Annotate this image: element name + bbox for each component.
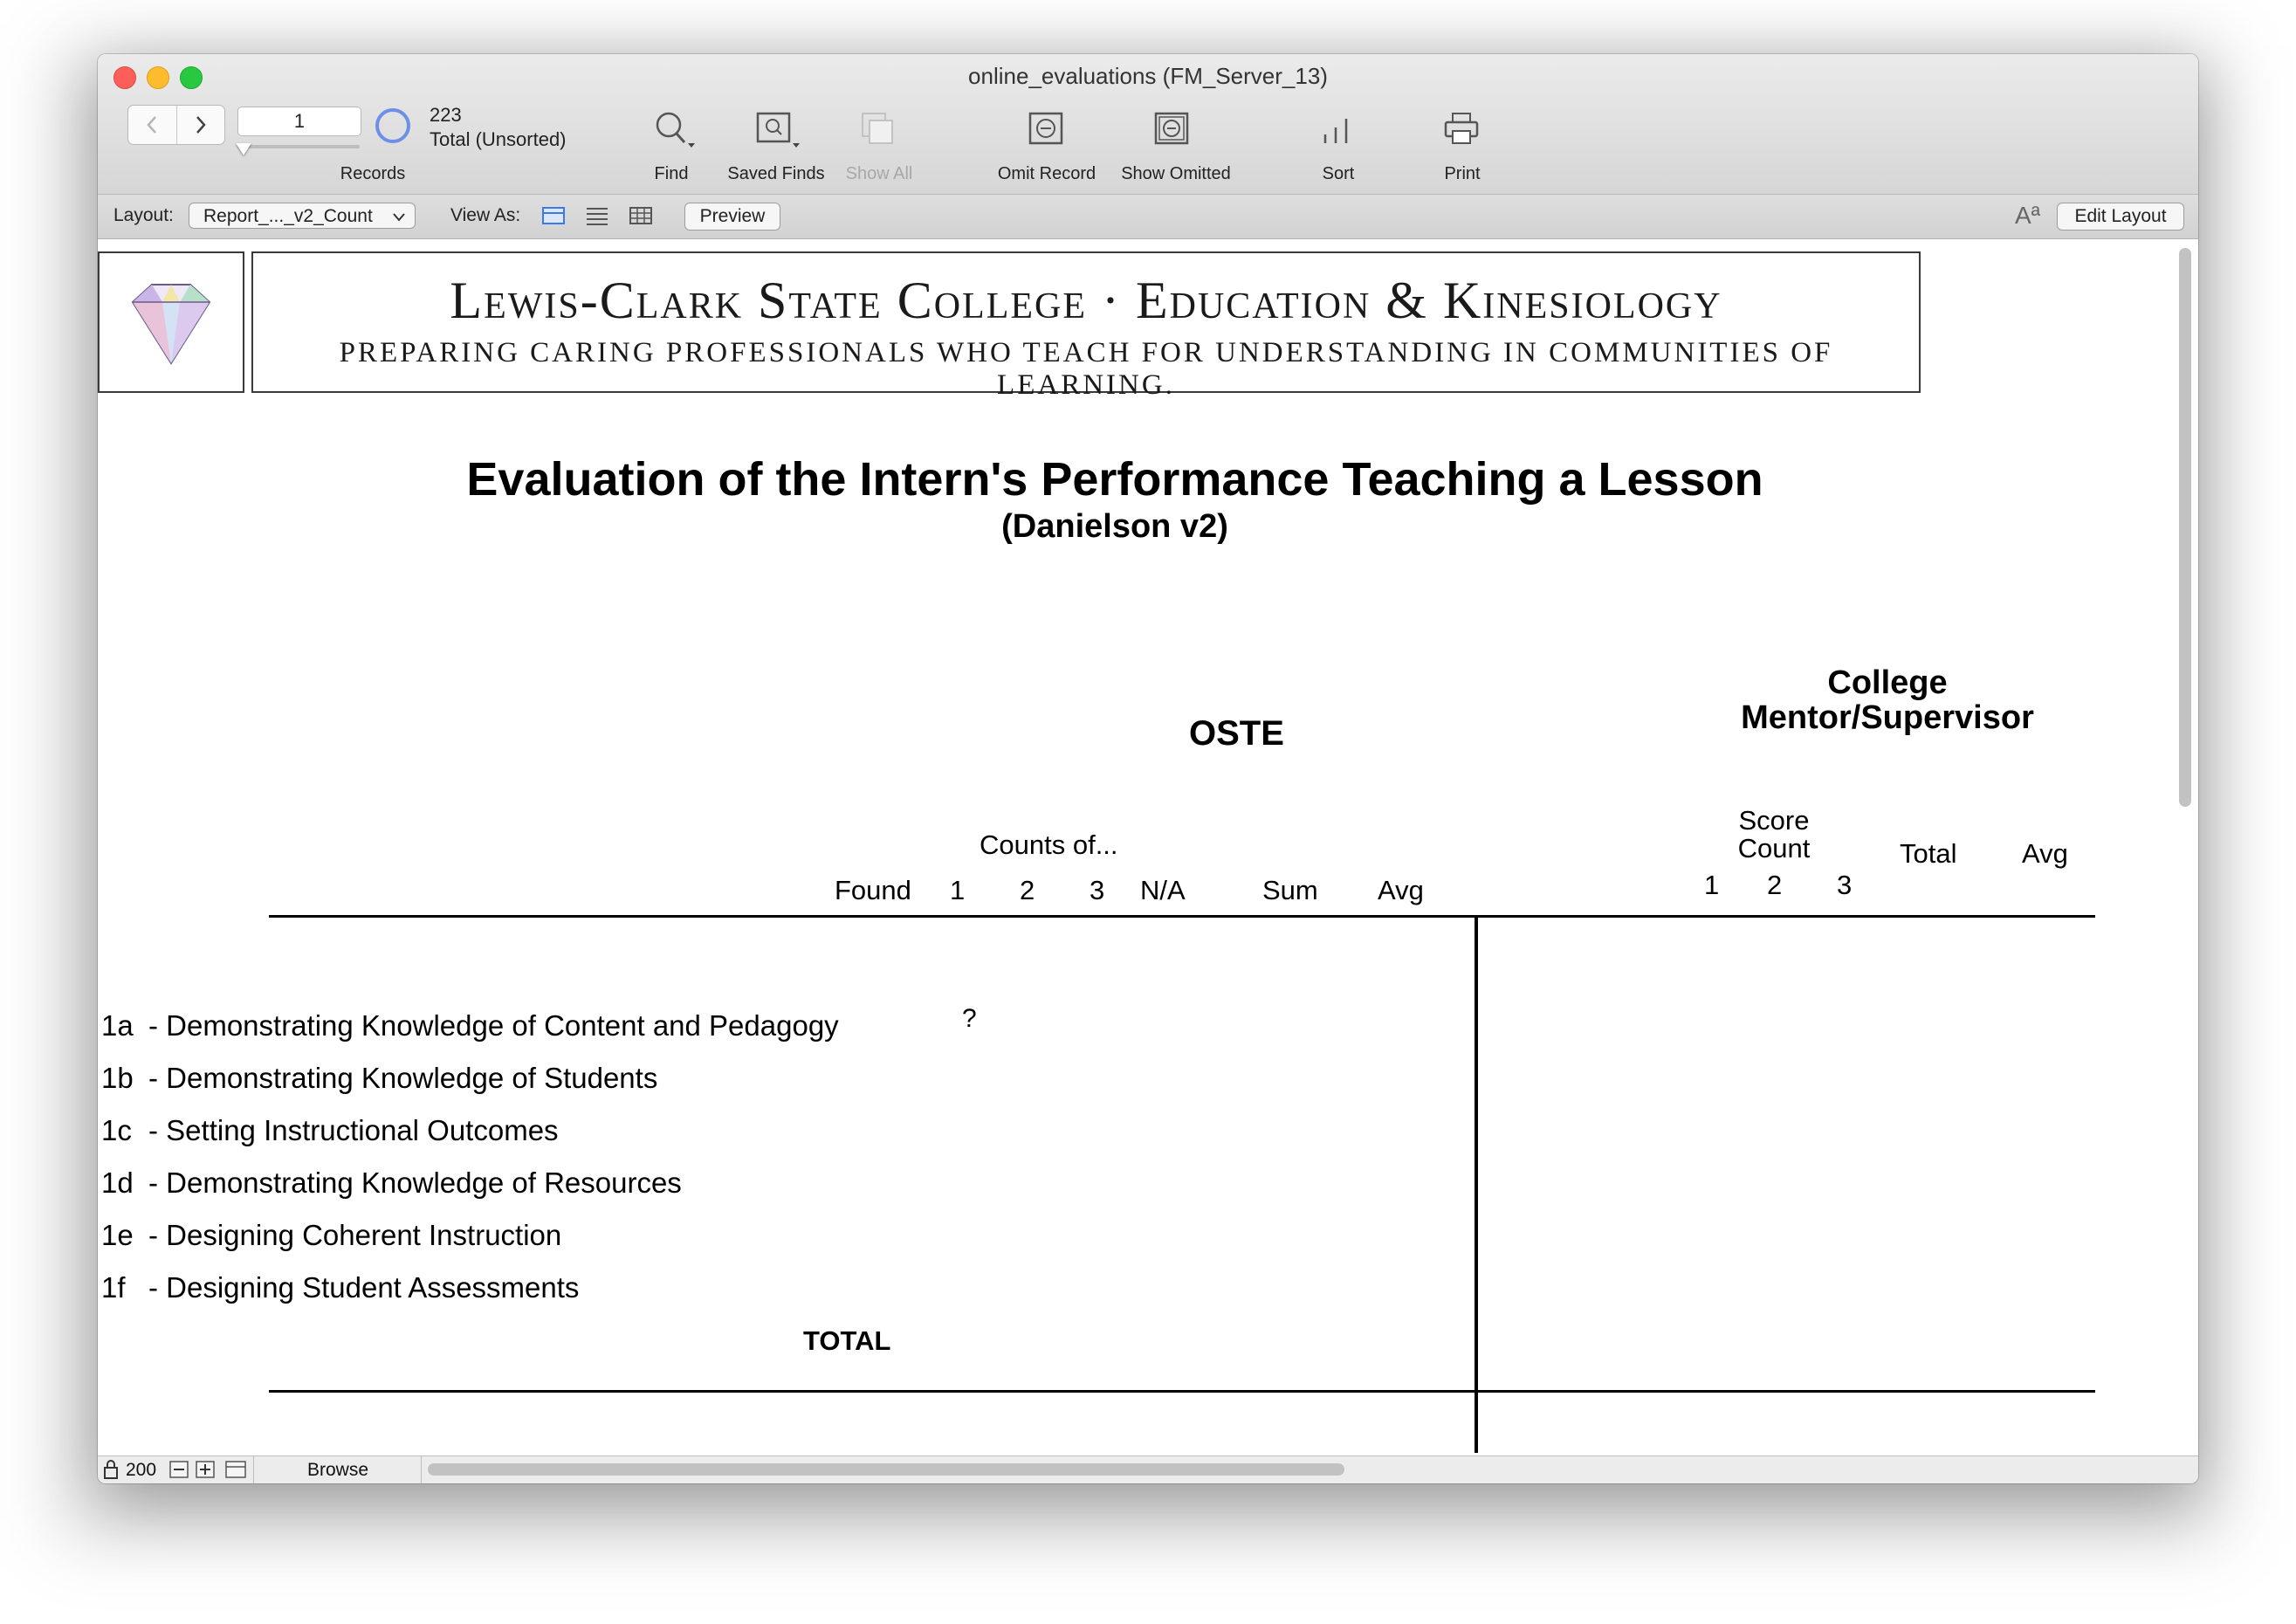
score-header: Score — [1738, 805, 1810, 836]
row-code: 1e — [101, 1219, 134, 1251]
college-heading: College — [1827, 664, 1948, 701]
score-count-header — [1713, 807, 1835, 863]
score-3-column-header: 3 — [1837, 870, 1853, 900]
footer-rule — [269, 1390, 2095, 1393]
show-all-icon — [859, 110, 899, 153]
window-title: online_evaluations (FM_Server_13) — [968, 63, 1328, 89]
show-omitted-button[interactable]: Show Omitted — [1121, 164, 1231, 183]
na-column-header: N/A — [1140, 875, 1186, 905]
report-title: Evaluation of the Intern's Performance Teaching a Lesson — [466, 453, 1763, 506]
found-status: Total (Unsorted) — [430, 128, 567, 150]
zoom-in-icon[interactable] — [196, 1461, 215, 1483]
print-icon[interactable] — [1442, 110, 1482, 153]
print-button[interactable]: Print — [1444, 164, 1481, 183]
count-header: Count — [1737, 833, 1811, 864]
text-size-icon[interactable]: Aª — [2015, 202, 2041, 229]
find-button[interactable]: Find — [654, 164, 689, 183]
record-count — [430, 103, 567, 152]
report-subtitle: (Danielson v2) — [1001, 508, 1228, 545]
report-content — [98, 239, 2176, 1453]
total-column-header: Total — [1900, 838, 1957, 869]
column-divider — [1475, 917, 1478, 1453]
title-toolbar — [98, 54, 2198, 195]
row-code: 1b — [101, 1062, 134, 1094]
oste-heading: OSTE — [1189, 714, 1284, 753]
layout-bar — [98, 195, 2198, 239]
lock-icon[interactable] — [103, 1459, 119, 1483]
previous-record-button[interactable] — [128, 106, 177, 144]
college-logo-frame — [98, 251, 244, 393]
sum-column-header: Sum — [1262, 875, 1318, 905]
chevron-down-icon — [392, 212, 406, 223]
toggle-toolbar-icon[interactable] — [225, 1461, 246, 1483]
header-rule — [269, 915, 2095, 918]
sort-icon[interactable] — [1318, 110, 1358, 153]
mentor-heading: Mentor/Supervisor — [1741, 699, 2034, 736]
omit-record-icon[interactable] — [1027, 110, 1067, 153]
sort-button[interactable]: Sort — [1322, 164, 1355, 183]
list-view-icon[interactable] — [585, 206, 609, 231]
row-description: - Setting Instructional Outcomes — [148, 1114, 559, 1146]
banner-subtitle: PREPARING CARING PROFESSIONALS WHO TEACH FOR UNDERSTANDING IN COMMUNITIES OF LEARNING. — [339, 337, 1833, 401]
records-label: Records — [340, 164, 406, 183]
found-set-pie-icon — [375, 108, 410, 143]
row-description: - Demonstrating Knowledge of Content and Pedagogy — [148, 1009, 839, 1042]
score-2-column-header: 2 — [1767, 870, 1783, 900]
record-slider-knob[interactable] — [236, 143, 251, 155]
zoom-level[interactable]: 200 — [126, 1460, 157, 1480]
layout-label: Layout: — [113, 205, 174, 225]
edit-layout-button[interactable]: Edit Layout — [2057, 203, 2184, 231]
total-row-label: TOTAL — [803, 1325, 891, 1356]
count-3-column-header: 3 — [1090, 875, 1105, 905]
record-nav — [127, 105, 225, 145]
mentor-avg-column-header: Avg — [2022, 838, 2068, 869]
found-column-header: Found — [835, 875, 911, 905]
app-window — [98, 54, 2198, 1483]
row-description: - Designing Student Assessments — [148, 1271, 580, 1304]
row-code: 1c — [101, 1114, 132, 1146]
show-all-button[interactable]: Show All — [845, 164, 913, 183]
omit-record-button[interactable]: Omit Record — [997, 164, 1096, 183]
view-as-label: View As: — [450, 205, 521, 225]
show-omitted-icon[interactable] — [1152, 110, 1193, 153]
find-icon[interactable] — [653, 110, 697, 153]
vertical-scrollbar[interactable] — [2179, 248, 2191, 807]
score-1-column-header: 1 — [1704, 870, 1720, 900]
row-description: - Demonstrating Knowledge of Resources — [148, 1166, 682, 1199]
row-code: 1a — [101, 1009, 134, 1042]
college-banner — [251, 251, 1921, 401]
row-code: 1f — [101, 1271, 126, 1304]
layout-select-value: Report_..._v2_Count — [203, 206, 373, 226]
current-record-input[interactable]: 1 — [237, 107, 361, 136]
status-divider — [421, 1456, 422, 1483]
preview-button[interactable]: Preview — [684, 203, 780, 231]
banner-title: Lewis-Clark State College · Education & Kinesiology — [450, 272, 1722, 329]
mode-popup[interactable]: Browse — [306, 1460, 369, 1480]
horizontal-scrollbar[interactable] — [428, 1463, 1344, 1476]
saved-finds-icon[interactable] — [754, 110, 807, 153]
missing-value: ? — [962, 1004, 977, 1033]
chevron-left-icon — [146, 114, 158, 135]
count-1-column-header: 1 — [950, 875, 966, 905]
college-mentor-heading — [1722, 665, 2053, 735]
saved-finds-button[interactable]: Saved Finds — [727, 164, 825, 183]
row-description: - Designing Coherent Instruction — [148, 1219, 562, 1251]
count-2-column-header: 2 — [1020, 875, 1035, 905]
avg-column-header: Avg — [1378, 875, 1424, 905]
counts-of-header: Counts of... — [980, 829, 1118, 860]
found-count: 223 — [430, 104, 462, 126]
chevron-right-icon — [195, 114, 207, 135]
form-view-icon[interactable] — [541, 206, 566, 231]
status-divider — [253, 1456, 254, 1483]
record-slider[interactable] — [237, 145, 360, 148]
zoom-out-icon[interactable] — [169, 1461, 189, 1483]
table-view-icon[interactable] — [629, 206, 653, 231]
diamond-logo-icon — [120, 272, 222, 374]
next-record-button[interactable] — [177, 106, 225, 144]
row-description: - Demonstrating Knowledge of Students — [148, 1062, 658, 1094]
row-code: 1d — [101, 1166, 134, 1199]
layout-select[interactable] — [189, 203, 416, 229]
